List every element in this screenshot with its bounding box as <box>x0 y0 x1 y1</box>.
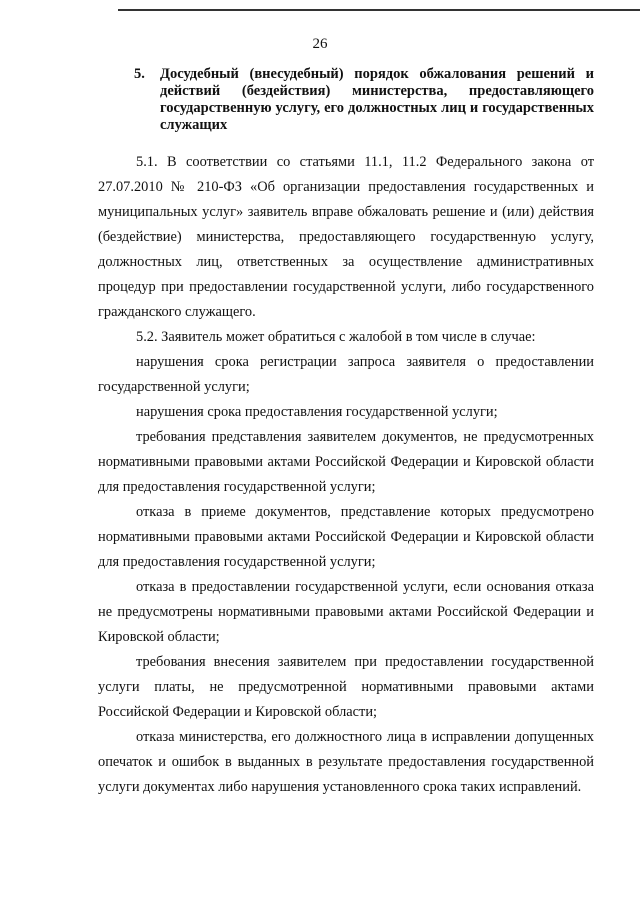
paragraph-5-1: 5.1. В соответствии со статьями 11.1, 11.2 Федерального закона от 27.07.2010 № 210-ФЗ «Об организации предоставления государственных и муниципальных услуг» заявитель вправе обжаловать решение и (или) действия (бездействие) министерства, предоставляющего государственную услугу, должностных лиц, ответственных за осуществление административных процедур при предоставлении государственной услуги, либо государственного гражданского служащего. <box>98 154 594 320</box>
section-number: 5. <box>134 66 145 82</box>
list-item: нарушения срока регистрации запроса заявителя о предоставлении государственной услуги; <box>98 354 594 395</box>
list-item: нарушения срока предоставления государственной услуги; <box>136 404 498 420</box>
list-item: требования внесения заявителем при предоставлении государственной услуги платы, не предусмотренной нормативными правовыми актами Российской Федерации и Кировской области; <box>98 654 594 720</box>
list-item: требования представления заявителем документов, не предусмотренных нормативными правовыми актами Российской Федерации и Кировской области для предоставления государственной услуги; <box>98 429 594 495</box>
list-item: отказа в предоставлении государственной услуги, если основания отказа не предусмотрены нормативными правовыми актами Российской Федерации и Кировской области; <box>98 579 594 645</box>
section-title: Досудебный (внесудебный) порядок обжалования решений и действий (бездействия) министерства, предоставляющего государственную услугу, его должностных лиц и государственных служащих <box>160 66 594 133</box>
paragraph-5-2: 5.2. Заявитель может обратиться с жалобой в том числе в случае: <box>136 329 536 345</box>
scan-edge-line <box>118 9 640 11</box>
page-number: 26 <box>312 36 328 52</box>
list-item: отказа в приеме документов, представление которых предусмотрено нормативными правовыми актами Российской Федерации и Кировской области для предоставления государственной услуги; <box>98 504 594 570</box>
list-item: отказа министерства, его должностного лица в исправлении допущенных опечаток и ошибок в выданных в результате предоставления государственной услуги документах либо нарушения установленного срока таких исправлений. <box>98 729 594 795</box>
document-body <box>98 150 594 800</box>
section-heading <box>134 66 594 134</box>
